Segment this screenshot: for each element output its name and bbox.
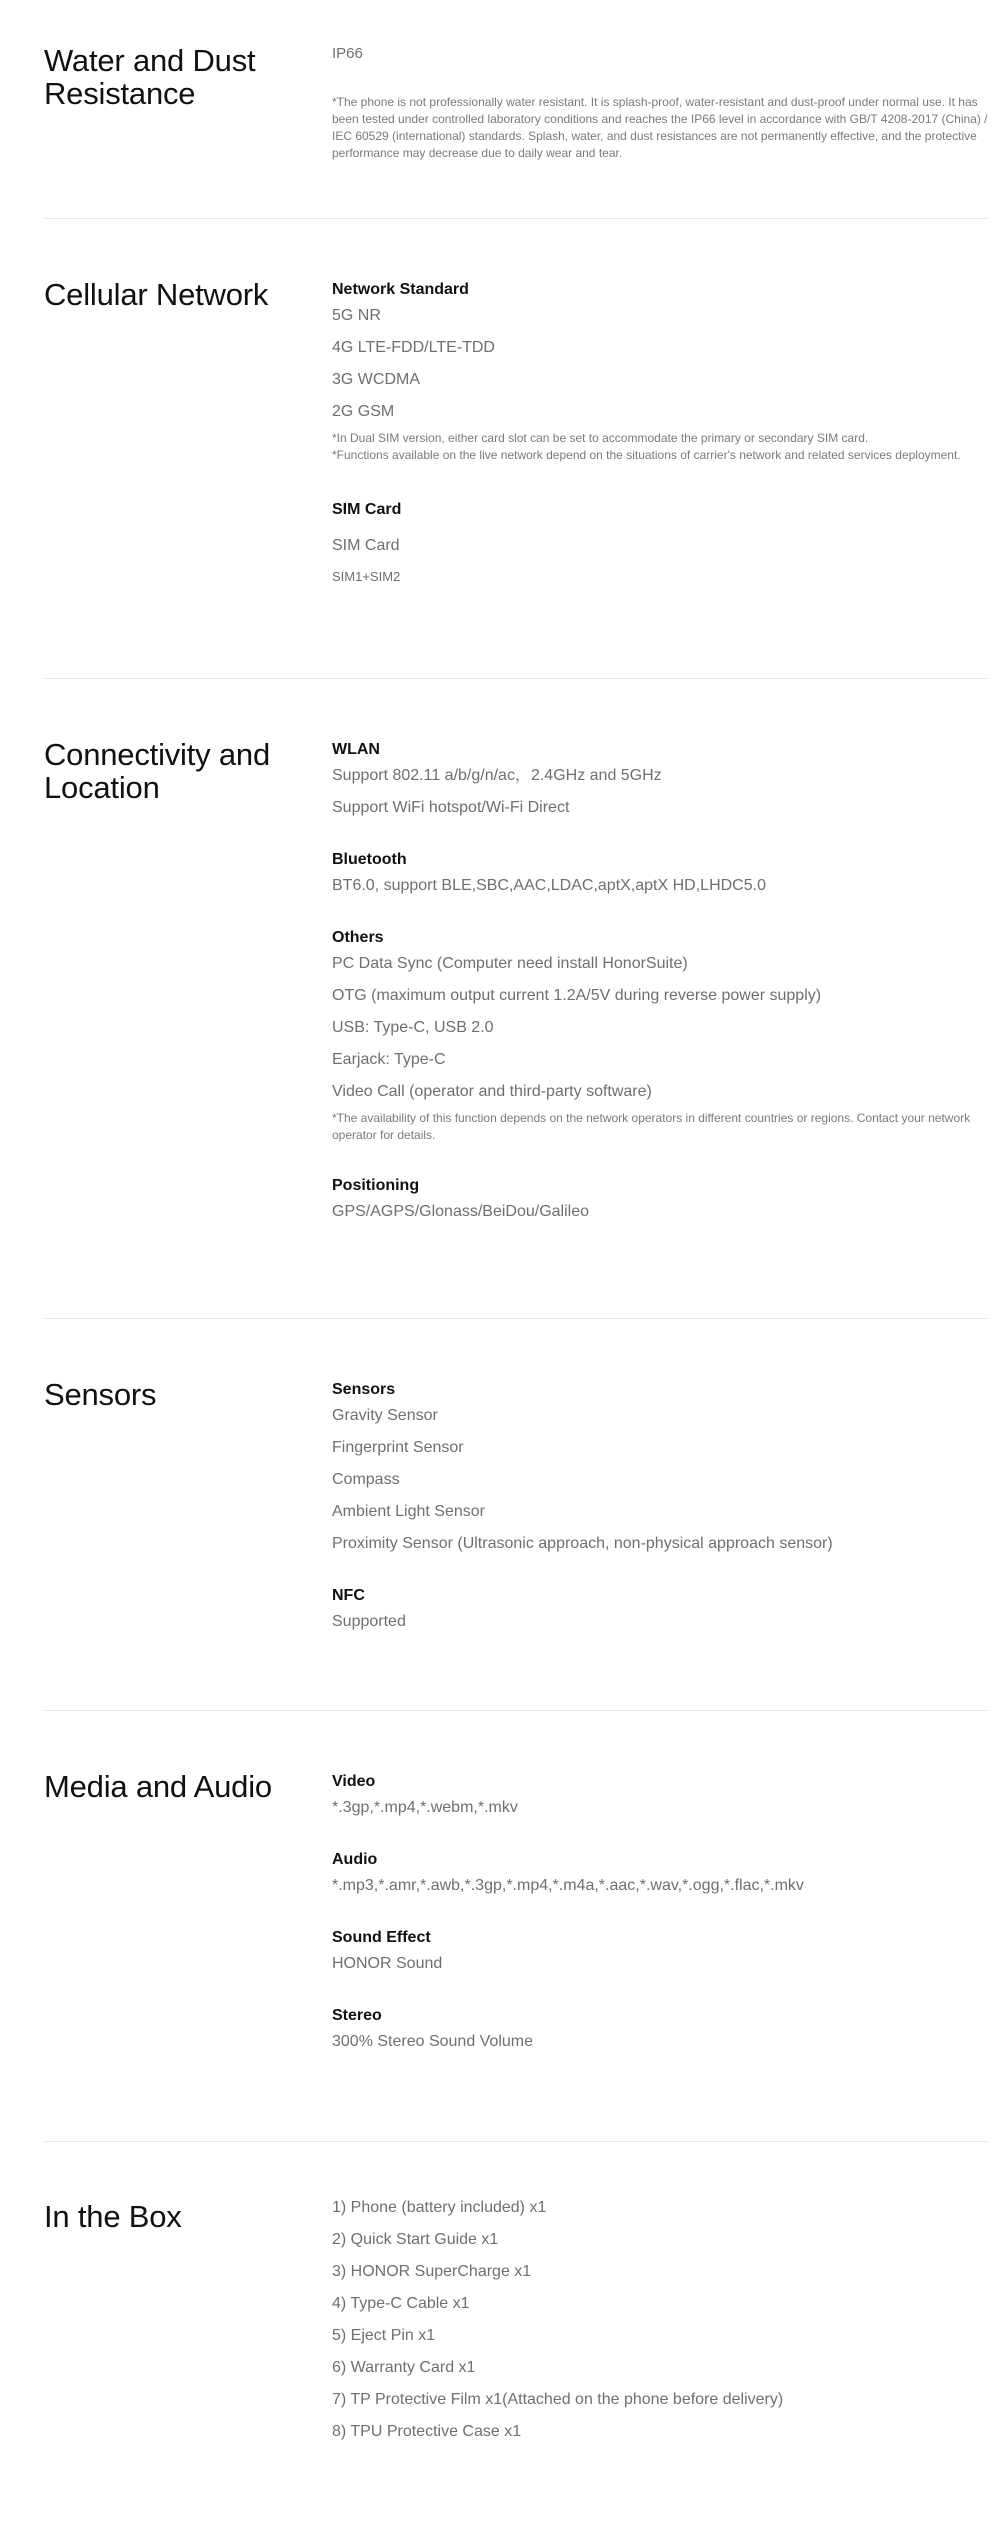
spec-value: 2G GSM: [332, 403, 395, 420]
water-note: *The phone is not professionally water resistant. It is splash-proof, water-resistant and dust-proof under normal use. It has been tested under controlled laboratory conditions and reaches the IP66 level in accordance with GB/T 4208-2017 (China) / IEC 60529 (international) standards. Splash, water, and dust resistances are not permanently effective, and the protective performance may decrease due to daily wear and tear.: [332, 95, 988, 160]
group-others: [332, 928, 988, 1144]
section-content: [332, 1380, 988, 1664]
group-wlan: [332, 740, 988, 818]
group-bluetooth: [332, 850, 988, 896]
divider: [44, 678, 988, 679]
divider: [44, 218, 988, 219]
spec-value: Proximity Sensor (Ultrasonic approach, non-physical approach sensor): [332, 1535, 833, 1552]
group-network-standard: [332, 280, 988, 464]
section-sensors: [44, 1378, 988, 1698]
group-title: Sensors: [332, 1381, 396, 1398]
network-note: *In Dual SIM version, either card slot can be set to accommodate the primary or secondary SIM card.: [332, 431, 869, 445]
spec-value: Compass: [332, 1471, 400, 1488]
spec-value: 5G NR: [332, 307, 381, 324]
section-in-the-box: [44, 2200, 988, 2500]
group-nfc: [332, 1586, 988, 1632]
group-stereo: [332, 2006, 988, 2052]
spec-value: Earjack: Type-C: [332, 1051, 446, 1068]
section-title: Cellular Network: [44, 277, 269, 312]
group-title: Bluetooth: [332, 851, 407, 868]
box-item: 2) Quick Start Guide x1: [332, 2231, 499, 2248]
spec-value: PC Data Sync (Computer need install HonorSuite): [332, 955, 688, 972]
spec-value: Ambient Light Sensor: [332, 1503, 485, 1520]
spec-value: 300% Stereo Sound Volume: [332, 2033, 534, 2050]
box-item: 5) Eject Pin x1: [332, 2327, 436, 2344]
group-title: Sound Effect: [332, 1929, 431, 1946]
divider: [44, 1710, 988, 1711]
spec-value: Fingerprint Sensor: [332, 1439, 464, 1456]
spec-value: Supported: [332, 1613, 406, 1630]
group-title: Audio: [332, 1851, 378, 1868]
spec-value: GPS/AGPS/Glonass/BeiDou/Galileo: [332, 1203, 590, 1220]
spec-value: Support WiFi hotspot/Wi-Fi Direct: [332, 799, 570, 816]
group-title: Others: [332, 929, 384, 946]
group-audio: [332, 1850, 988, 1896]
group-title: SIM Card: [332, 501, 402, 518]
spec-value: USB: Type-C, USB 2.0: [332, 1019, 494, 1036]
network-note: *Functions available on the live network depend on the situations of carrier's network and related services deployment.: [332, 448, 961, 462]
spec-value: Video Call (operator and third-party software): [332, 1083, 652, 1100]
section-connectivity: [44, 738, 988, 1298]
group-title: Stereo: [332, 2007, 382, 2024]
group-title: WLAN: [332, 741, 380, 758]
section-water-resistance: [44, 44, 988, 214]
section-title: Sensors: [44, 1377, 157, 1412]
box-item: 6) Warranty Card x1: [332, 2359, 476, 2376]
spec-value: *.3gp,*.mp4,*.webm,*.mkv: [332, 1799, 518, 1816]
others-note: *The availability of this function depends on the network operators in different countries or regions. Contact your network operator for details.: [332, 1111, 971, 1142]
section-title: In the Box: [44, 2199, 182, 2234]
spec-value: BT6.0, support BLE,SBC,AAC,LDAC,aptX,aptX HD,LHDC5.0: [332, 877, 766, 894]
spec-value: 3G WCDMA: [332, 371, 420, 388]
spec-value: Gravity Sensor: [332, 1407, 438, 1424]
group-sensors: [332, 1380, 988, 1554]
group-title: Network Standard: [332, 281, 469, 298]
box-item: 8) TPU Protective Case x1: [332, 2423, 522, 2440]
group-title: NFC: [332, 1587, 365, 1604]
section-content: [332, 280, 988, 618]
spec-value: 4G LTE-FDD/LTE-TDD: [332, 339, 495, 356]
group-video: [332, 1772, 988, 1818]
group-title: Video: [332, 1773, 376, 1790]
spec-value: SIM1+SIM2: [332, 569, 401, 584]
group-sim-card: [332, 500, 988, 586]
section-content: [332, 44, 988, 162]
spec-value: OTG (maximum output current 1.2A/5V during reverse power supply): [332, 987, 822, 1004]
spec-value: Support 802.11 a/b/g/n/ac，2.4GHz and 5GHz: [332, 767, 662, 784]
section-content: [332, 1772, 988, 2084]
section-content: [332, 2198, 988, 2454]
group-positioning: [332, 1176, 988, 1222]
section-content: [332, 740, 988, 1254]
spec-value: *.mp3,*.amr,*.awb,*.3gp,*.mp4,*.m4a,*.aac,*.wav,*.ogg,*.flac,*.mkv: [332, 1877, 804, 1894]
section-media-audio: [44, 1770, 988, 2130]
section-title: Water and Dust Resistance: [44, 43, 256, 111]
section-title: Connectivity and Location: [44, 737, 270, 805]
box-item: 1) Phone (battery included) x1: [332, 2199, 547, 2216]
box-item: 4) Type-C Cable x1: [332, 2295, 470, 2312]
box-item: 7) TP Protective Film x1(Attached on the phone before delivery): [332, 2391, 784, 2408]
section-cellular-network: [44, 278, 988, 618]
divider: [44, 1318, 988, 1319]
group-sound-effect: [332, 1928, 988, 1974]
ip-rating: IP66: [332, 45, 363, 62]
section-title: Media and Audio: [44, 1769, 272, 1804]
group-title: Positioning: [332, 1177, 420, 1194]
divider: [44, 2141, 988, 2142]
spec-value: SIM Card: [332, 537, 400, 554]
box-item: 3) HONOR SuperCharge x1: [332, 2263, 532, 2280]
spec-value: HONOR Sound: [332, 1955, 443, 1972]
